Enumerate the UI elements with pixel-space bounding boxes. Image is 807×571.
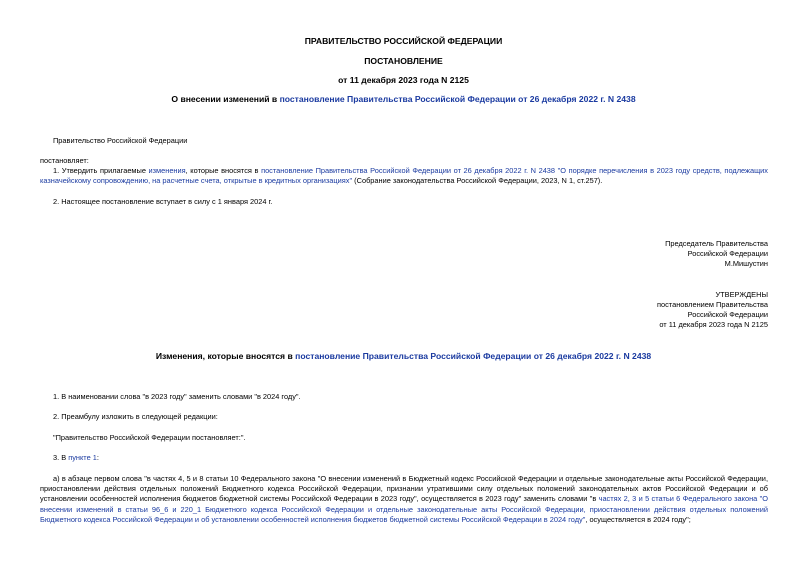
document-date: от 11 декабря 2023 года N 2125 — [338, 75, 469, 85]
approved-by: постановлением Правительства — [657, 300, 768, 309]
change-3a: а) в абзаце первом слова "в частях 4, 5 и 8 статьи 10 Федерального закона "О внесении изменений в Бюджетный кодекс Российской Федерации и отдельные законодательные акты Российской Федерации, приостановлении действия отдельных положений Бюджетного кодекса Российской Федерации, признании утратившими силу отдельных положений законодательных актов Российской Федерации и об установлении особенностей исполнения бюджетов бюджетной системы Российской Федерации в 2023 году", осуществляется в 2023 году" заменить словами "в частях 2, 3 и 5 статьи 6 Федерального закона "О внесении изменений в статьи 96_6 и 220_1 Бюджетного кодекса Российской Федерации и отдельные законодательные акты Российской Федерации, приостановлении действия отдельных положений Бюджетного кодекса Российской Федерации и об установлении особенностей исполнения бюджетов бюджетной системы Российской Федерации в 2024 году", осуществляется в 2024 году"; — [40, 474, 768, 524]
signature-name: М.Мишустин — [724, 259, 768, 268]
changes-link[interactable]: изменения — [148, 166, 186, 175]
resolution-2438-link[interactable]: постановление Правительства Российской Федерации от 26 декабря 2022 г. N 2438 "О порядке перечисления в 2023 году средств, подлежащих казначейскому сопровождению, на расчетные счета, открытые в кредитных организациях" — [40, 166, 768, 186]
change-2: 2. Преамбулу изложить в следующей редакции: — [53, 412, 218, 421]
government-heading: ПРАВИТЕЛЬСТВО РОССИЙСКОЙ ФЕДЕРАЦИИ — [304, 36, 503, 46]
government-name: Правительство Российской Федерации — [53, 136, 188, 145]
signature-position: Председатель Правительства — [665, 239, 768, 248]
changes-title-link[interactable]: постановление Правительства Российской Федерации от 26 декабря 2022 г. N 2438 — [295, 351, 652, 361]
change-3: 3. В пункте 1: — [53, 453, 99, 462]
approved-date: от 11 декабря 2023 года N 2125 — [659, 320, 768, 329]
document-title: О внесении изменений в постановление Правительства Российской Федерации от 26 декабря 2022 г. N 2438 — [171, 94, 636, 104]
title-link-resolution-2438[interactable]: постановление Правительства Российской Федерации от 26 декабря 2022 г. N 2438 — [279, 94, 636, 104]
decides-word: постановляет: — [40, 156, 89, 165]
change-2-quote: "Правительство Российской Федерации постановляет:". — [53, 433, 246, 442]
approved-heading: УТВЕРЖДЕНЫ — [715, 290, 768, 299]
point-1-link[interactable]: пункте 1 — [68, 453, 97, 462]
item-1: 1. Утвердить прилагаемые изменения, которые вносятся в постановление Правительства Российской Федерации от 26 декабря 2022 г. N 2438 "О порядке перечисления в 2023 году средств, подлежащих казначейскому сопровождению, на расчетные счета, открытые в кредитных организациях" (Собрание законодательства Российской Федерации, 2023, N 1, ст.257). — [40, 166, 768, 186]
signature-country: Российской Федерации — [687, 249, 768, 258]
federal-law-link[interactable]: частях 2, 3 и 5 статьи 6 Федерального закона "О внесении изменений в статьи 96_6 и 220_1 Бюджетного кодекса Российской Федерации и отдельные законодательные акты Российской Федерации, приостановлении действия отдельных положений Бюджетного кодекса Российской Федерации и об установлении особенностей исполнения бюджетов бюджетной системы Российской Федерации в 2024 году" — [40, 494, 768, 524]
change-1: 1. В наименовании слова "в 2023 году" заменить словами "в 2024 году". — [53, 392, 301, 401]
changes-title: Изменения, которые вносятся в постановление Правительства Российской Федерации от 26 декабря 2022 г. N 2438 — [155, 351, 652, 361]
document-type: ПОСТАНОВЛЕНИЕ — [364, 56, 443, 66]
item-2: 2. Настоящее постановление вступает в силу с 1 января 2024 г. — [53, 197, 273, 206]
approved-country: Российской Федерации — [687, 310, 768, 319]
